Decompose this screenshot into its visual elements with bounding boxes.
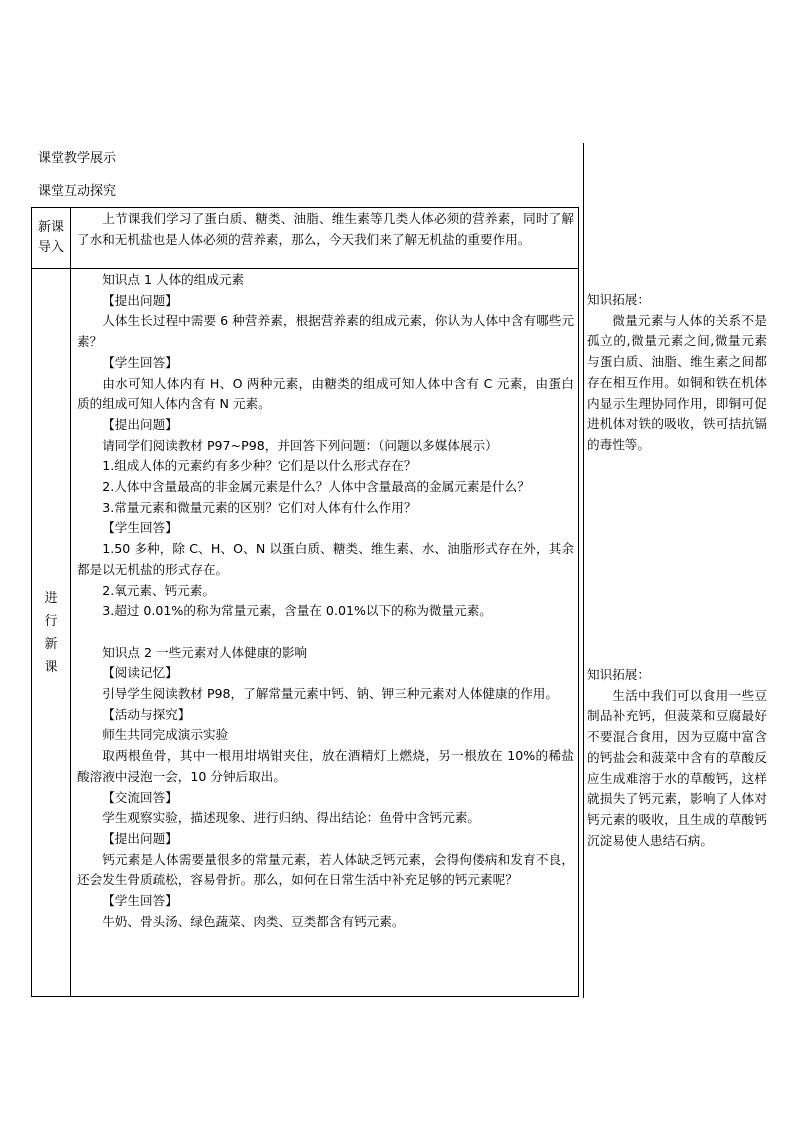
paragraph: 取两根鱼骨，其中一根用坩埚钳夹住，放在酒精灯上燃烧，另一根放在 10%的稀盐酸溶液中浸泡一会，10 分钟后取出。 [77,748,574,784]
paragraph: 【提出问题】 [102,830,178,846]
paragraph: 【活动与探究】 [102,706,191,722]
paragraph: 人体生长过程中需要 6 种营养素，根据营养素的组成元素，你认为人体中含有哪些元素？ [77,313,574,350]
paragraph: 【提出问题】 [102,292,178,308]
paragraph: 1.组成人体的元素约有多少种？它们是以什么形式存在？ [102,458,417,474]
paragraph: 【学生回答】 [102,520,178,536]
row-label-intro [32,208,71,269]
row-content-new-lesson [71,269,579,997]
paragraph: 2.氧元素、钙元素。 [102,582,215,598]
paragraph: 【交流回答】 [102,789,178,805]
paragraph: 2.人体中含量最高的非金属元素是什么？人体中含量最高的金属元素是什么？ [102,479,530,495]
paragraph: 由水可知人体内有 H、O 两种元素，由糖类的组成可知人体中含有 C 元素，由蛋白质的组成可知人体内含有 N 元素。 [77,375,574,412]
paragraph: 师生共同完成演示实验 [102,727,229,743]
heading-interactive-inquiry: 课堂互动探究 [38,184,117,199]
row-content-intro [71,208,579,269]
row-label-new-lesson [32,269,71,997]
paragraph: 【学生回答】 [102,893,178,909]
paragraph [77,622,574,643]
lesson-table [31,207,579,997]
paragraph: 【阅读记忆】 [102,665,178,681]
label-text: 新课导入 [37,220,64,255]
intro-paragraphs [77,209,574,250]
paragraph: 知识点 2 一些元素对人体健康的影响 [102,644,308,660]
sidebar-note-body: 微量元素与人体的关系不是孤立的,微量元素之间,微量元素与蛋白质、油脂、维生素之间都存在相互作用。如铜和铁在机体内显示生理协同作用，即铜可促进机体对铁的吸收，铁可拮抗镉的毒性等。 [587,312,767,452]
heading-classroom-display: 课堂教学展示 [38,151,117,166]
lesson-paragraphs [77,270,574,932]
table-row-new-lesson [32,269,579,997]
paragraph: 【提出问题】 [102,416,178,432]
sidebar-note-1 [587,290,767,456]
sidebar-note-body: 生活中我们可以食用一些豆制品补充钙，但菠菜和豆腐最好不要混合食用，因为豆腐中富含的钙盐会和菠菜中含有的草酸反应生成难溶于水的草酸钙，这样就损失了钙元素，影响了人体对钙元素的吸收，且生成的草酸钙沉淀易使人患结石病。 [587,687,767,848]
paragraph: 知识点 1 人体的组成元素 [102,272,245,287]
paragraph: 请同学们阅读教材 P97~P98，并回答下列问题：（问题以多媒体展示） [102,437,498,453]
paragraph: 学生观察实验，描述现象、进行归纳、得出结论：鱼骨中含钙元素。 [102,810,480,826]
paragraph: 【学生回答】 [102,354,178,370]
paragraph: 钙元素是人体需要量很多的常量元素，若人体缺乏钙元素，会得佝偻病和发育不良，还会发生骨质疏松，容易骨折。那么，如何在日常生活中补充足够的钙元素呢？ [77,851,574,888]
sidebar-note-title: 知识拓展： [587,667,650,682]
table-row-intro [32,208,579,269]
paragraph: 3.常量元素和微量元素的区别？它们对人体有什么作用？ [102,499,417,515]
paragraph: 1.50 多种，除 C、H、O、N 以蛋白质、糖类、维生素、水、油脂形式存在外，其余都是以无机盐的形式存在。 [77,541,574,577]
paragraph: 牛奶、骨头汤、绿色蔬菜、肉类、豆类都含有钙元素。 [102,913,405,929]
paragraph: 引导学生阅读教材 P98，了解常量元素中钙、钠、钾三种元素对人体健康的作用。 [102,686,558,702]
sidebar-note-2 [587,665,767,851]
sidebar-divider [583,143,584,998]
sidebar-note-title: 知识拓展： [587,292,650,307]
paragraph: 上节课我们学习了蛋白质、糖类、油脂、维生素等几类人体必须的营养素，同时了解了水和无机盐也是人体必须的营养素，那么，今天我们来了解无机盐的重要作用。 [77,211,574,247]
label-text: 进行新课 [44,590,58,675]
paragraph: 3.超过 0.01%的称为常量元素，含量在 0.01%以下的称为微量元素。 [102,603,492,619]
